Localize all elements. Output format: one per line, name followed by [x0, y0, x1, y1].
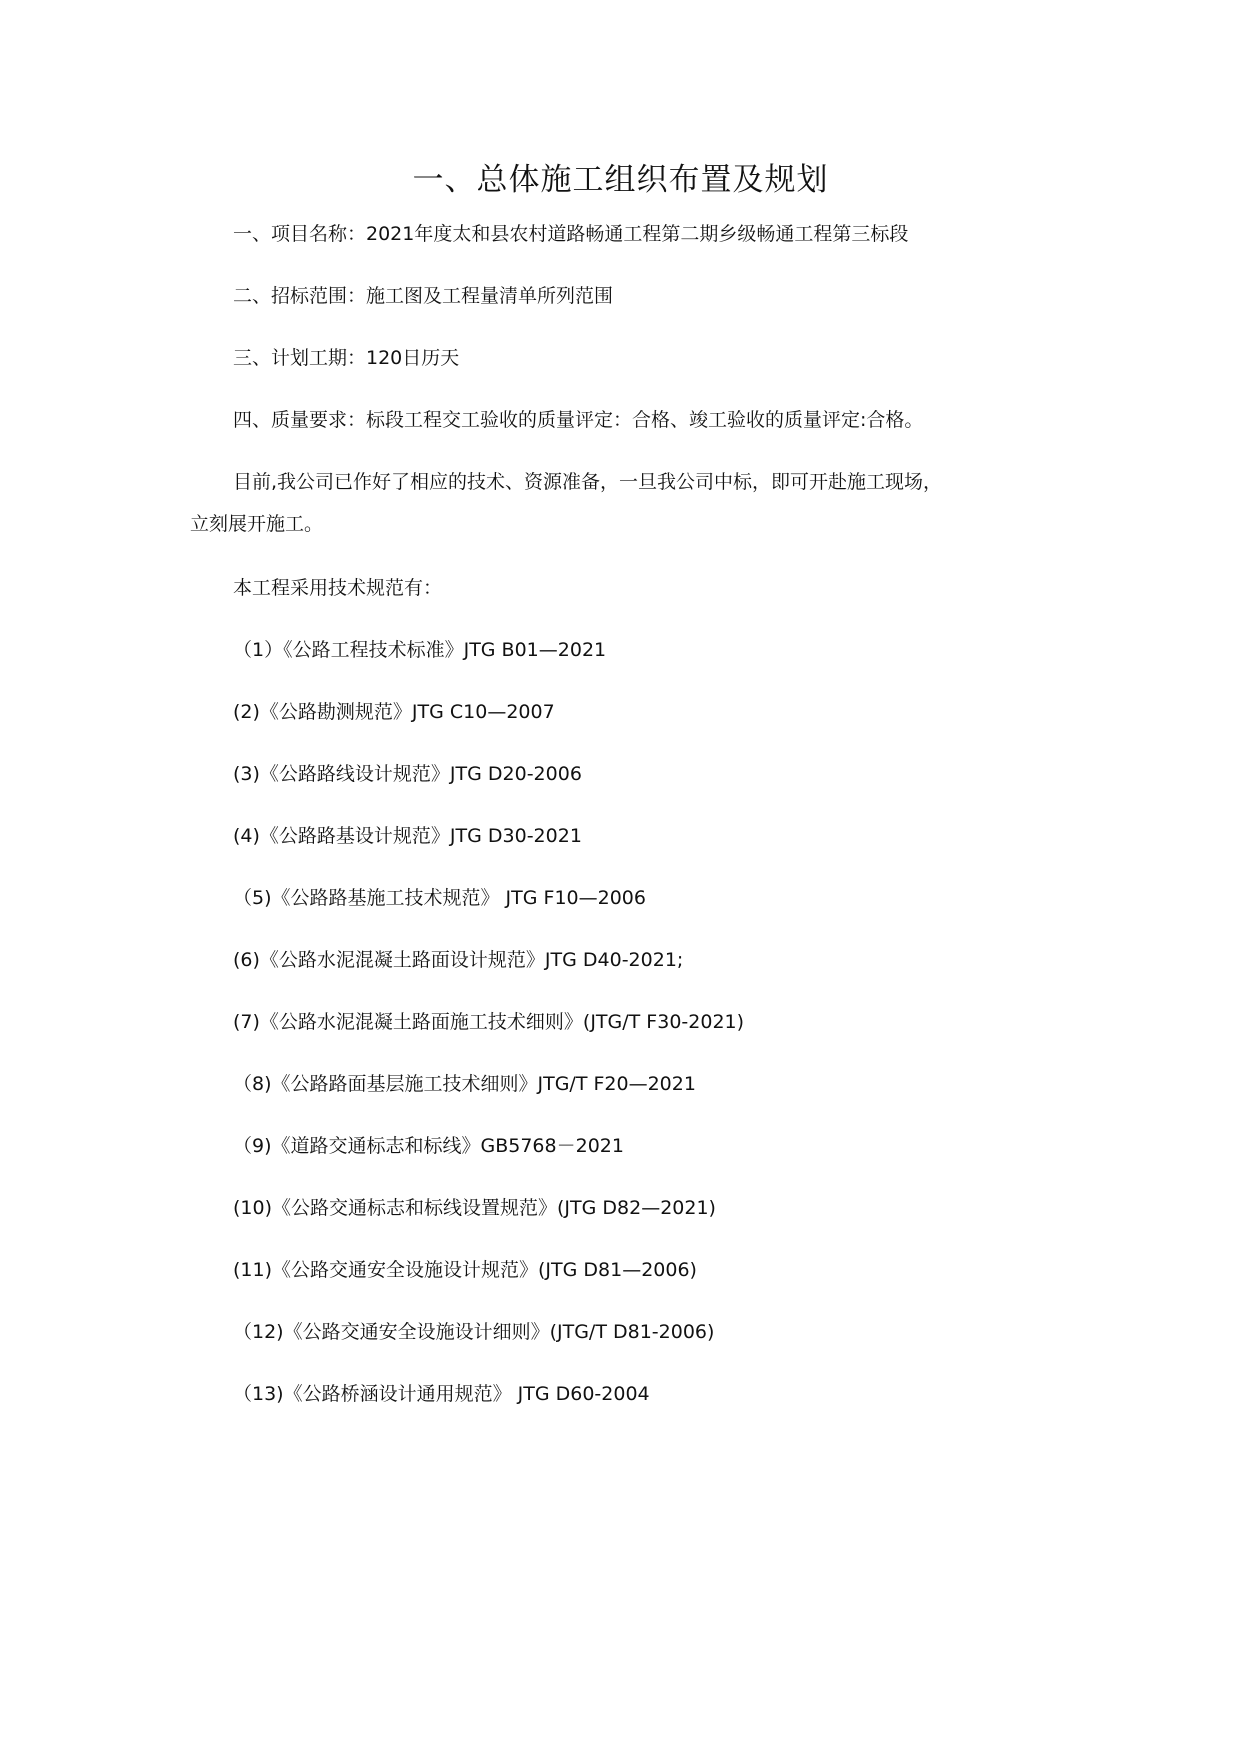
bidding-scope: 二、招标范围：施工图及工程量清单所列范围: [233, 285, 614, 307]
standard-item: （13)《公路桥涵设计通用规范》 JTG D60-2004: [233, 1383, 650, 1405]
standard-item: (3)《公路路线设计规范》JTG D20-2006: [233, 763, 582, 785]
standard-item: （9)《道路交通标志和标线》GB5768－2021: [233, 1135, 624, 1157]
standard-item: （5)《公路路基施工技术规范》 JTG F10—2006: [233, 887, 646, 909]
standard-item: （8)《公路路面基层施工技术细则》JTG/T F20—2021: [233, 1073, 696, 1095]
standard-item: (11)《公路交通安全设施设计规范》(JTG D81—2006): [233, 1259, 697, 1281]
intro-paragraph-line-1: 目前,我公司已作好了相应的技术、资源准备，一旦我公司中标，即可开赴施工现场，: [233, 471, 943, 493]
planned-duration: 三、计划工期：120日历天: [233, 347, 460, 369]
quality-requirement: 四、质量要求：标段工程交工验收的质量评定：合格、竣工验收的质量评定:合格。: [233, 409, 924, 431]
standard-item: (2)《公路勘测规范》JTG C10—2007: [233, 701, 555, 723]
intro-paragraph-line-2: 立刻展开施工。: [190, 513, 324, 535]
standard-item: (6)《公路水泥混凝土路面设计规范》JTG D40-2021;: [233, 949, 684, 971]
standard-item: （1）《公路工程技术标准》JTG B01—2021: [233, 639, 607, 661]
standard-item: (7)《公路水泥混凝土路面施工技术细则》(JTG/T F30-2021): [233, 1011, 745, 1033]
standard-item: (4)《公路路基设计规范》JTG D30-2021: [233, 825, 582, 847]
page-title: 一、总体施工组织布置及规划: [412, 162, 829, 198]
standard-item: （12)《公路交通安全设施设计细则》(JTG/T D81-2006): [233, 1321, 715, 1343]
standards-heading: 本工程采用技术规范有：: [233, 577, 443, 599]
project-name: 一、项目名称：2021年度太和县农村道路畅通工程第二期乡级畅通工程第三标段: [233, 223, 909, 245]
standard-item: (10)《公路交通标志和标线设置规范》(JTG D82—2021): [233, 1197, 716, 1219]
